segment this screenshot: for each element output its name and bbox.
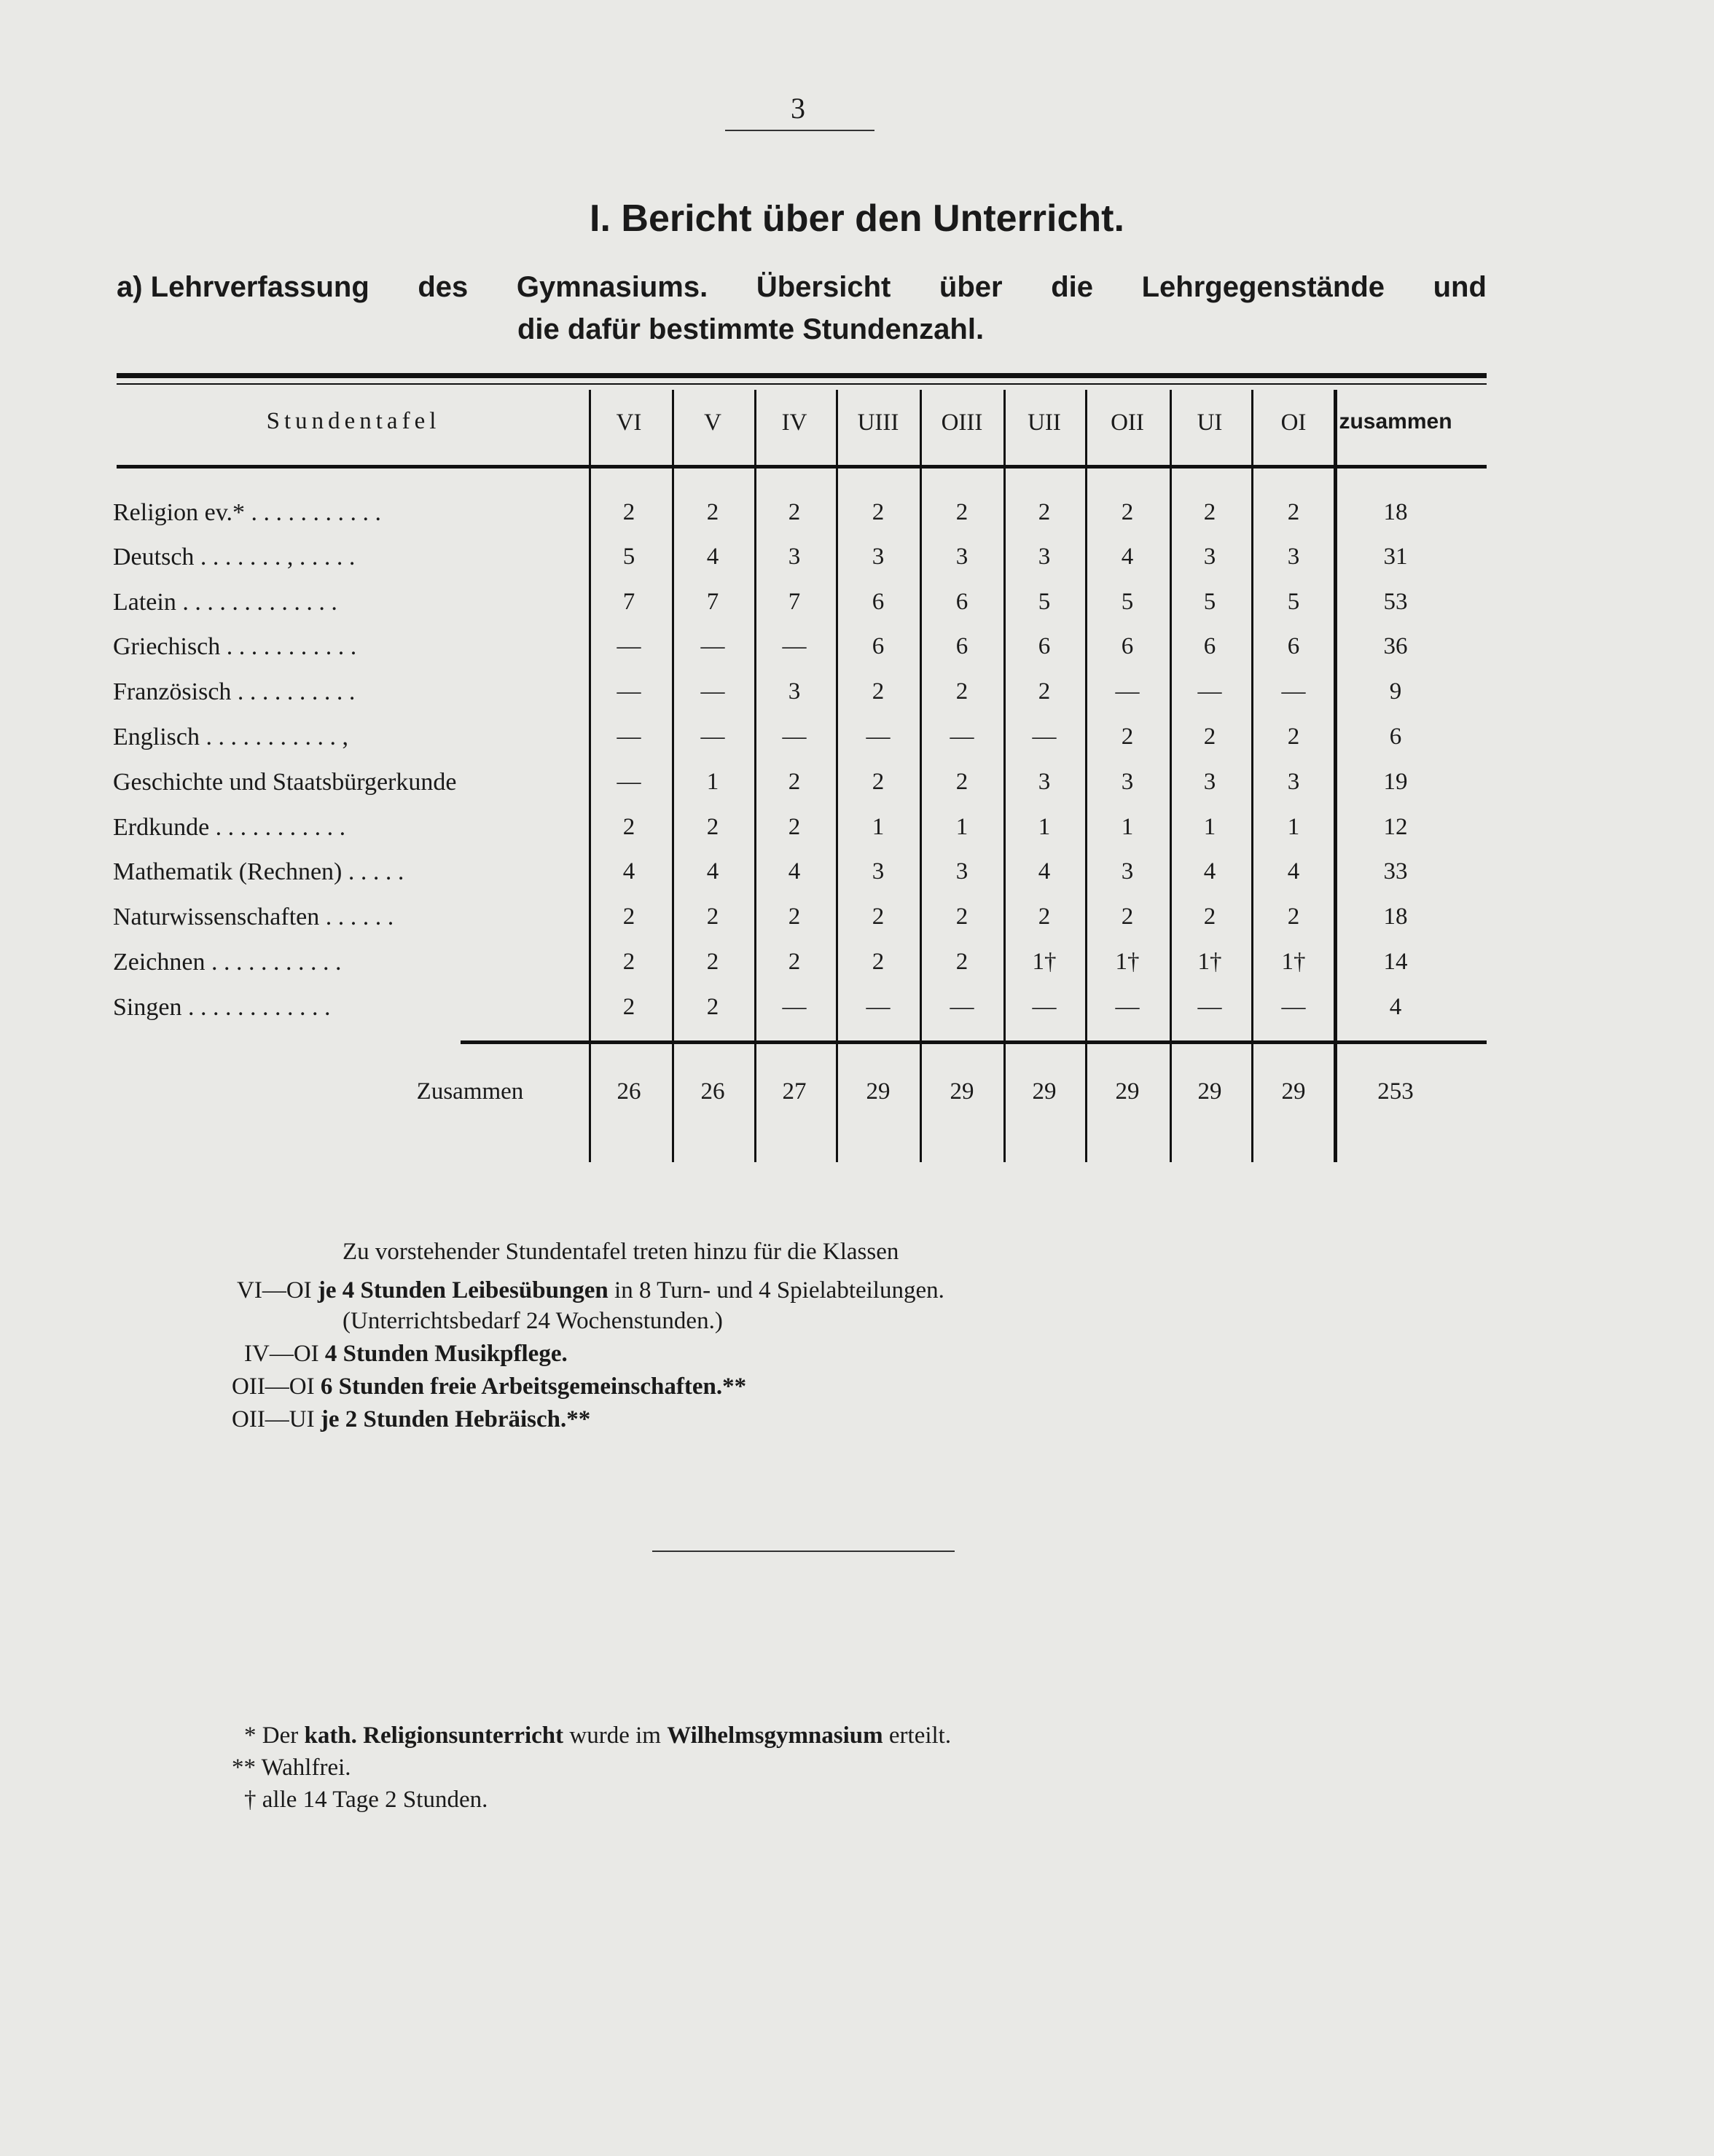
subtitle-word: Übersicht xyxy=(756,271,891,303)
footnote-3 xyxy=(244,1787,488,1814)
table-cell: 4 xyxy=(788,858,801,885)
table-cell: 2 xyxy=(955,678,968,705)
subject-label: Singen . . . . . . . . . . . . xyxy=(113,994,331,1021)
table-cell: 3 xyxy=(955,858,968,885)
table-cell: 2 xyxy=(872,949,885,975)
table-cell: 18 xyxy=(1383,903,1408,930)
total-cell: 29 xyxy=(1032,1078,1057,1105)
subject-label: Geschichte und Staatsbürgerkunde xyxy=(113,769,457,796)
subject-label: Religion ev.* . . . . . . . . . . . xyxy=(113,499,381,526)
table-cell: 5 xyxy=(622,544,635,570)
table-cell: 1† xyxy=(1281,949,1306,975)
subtitle-word: die xyxy=(1051,271,1093,303)
table-cell: 3 xyxy=(1203,769,1216,795)
table-cell: 2 xyxy=(622,994,635,1020)
table-cell: 3 xyxy=(1287,544,1300,570)
table-cell: 5 xyxy=(1203,589,1216,615)
table-cell: 33 xyxy=(1383,858,1408,885)
table-cell: 1 xyxy=(706,769,719,795)
note-line-2 xyxy=(343,1308,723,1335)
total-cell: 26 xyxy=(700,1078,725,1105)
note-rest-text: (Unterrichtsbedarf 24 Wochenstunden.) xyxy=(343,1308,723,1334)
subtitle-word: a) Lehrverfassung xyxy=(117,271,369,303)
table-cell: 7 xyxy=(788,589,801,615)
table-cell: 2 xyxy=(622,814,635,840)
column-header: UIII xyxy=(857,409,899,436)
table-cell: 2 xyxy=(1038,903,1051,930)
table-cell: 3 xyxy=(1038,769,1051,795)
table-cell: 4 xyxy=(706,544,719,570)
table-cell: 1 xyxy=(872,814,885,840)
column-header: OI xyxy=(1280,409,1307,436)
table-cell: 4 xyxy=(706,858,719,885)
column-header: V xyxy=(704,409,721,436)
subject-label: Englisch . . . . . . . . . . . , xyxy=(113,724,348,750)
footnote-text: alle 14 Tage 2 Stunden. xyxy=(262,1787,488,1813)
table-cell: 3 xyxy=(872,544,885,570)
table-cell: — xyxy=(866,994,891,1020)
note-line-3 xyxy=(244,1341,568,1368)
page-number: 3 xyxy=(791,92,805,125)
note-rest-text: in 8 Turn- und 4 Spielabteilungen. xyxy=(614,1277,944,1304)
table-cell: 1† xyxy=(1032,949,1057,975)
table-column-divider xyxy=(1334,390,1337,1162)
table-cell: 7 xyxy=(706,589,719,615)
table-cell: — xyxy=(700,633,725,659)
note-classes: IV—OI xyxy=(244,1341,319,1367)
table-cell: 1 xyxy=(1121,814,1134,840)
table-cell: 3 xyxy=(1038,544,1051,570)
subtitle-word: Gymnasiums. xyxy=(516,271,708,303)
table-cell: 1 xyxy=(1203,814,1216,840)
note-line-1 xyxy=(237,1277,944,1304)
table-cell: — xyxy=(1115,678,1140,705)
subtitle-word: Lehrgegenstände xyxy=(1141,271,1385,303)
table-cell: 2 xyxy=(955,949,968,975)
table-cell: — xyxy=(950,724,974,750)
table-cell: 9 xyxy=(1389,678,1402,705)
note-line-5 xyxy=(232,1406,590,1433)
column-header: UI xyxy=(1197,409,1223,436)
column-header: UII xyxy=(1028,409,1061,436)
note-bold-text: 6 Stunden freie Arbeitsgemeinschaften.** xyxy=(320,1373,747,1400)
total-cell: 26 xyxy=(617,1078,641,1105)
table-cell: 2 xyxy=(955,903,968,930)
table-cell: 4 xyxy=(1121,544,1134,570)
table-cell: 18 xyxy=(1383,499,1408,525)
table-cell: — xyxy=(782,994,807,1020)
note-bold-text: 4 Stunden Musikpflege. xyxy=(324,1341,568,1367)
subtitle-line-1 xyxy=(117,271,1487,304)
table-cell: 1† xyxy=(1115,949,1140,975)
table-cell: — xyxy=(950,994,974,1020)
table-cell: — xyxy=(617,678,641,705)
subject-label: Mathematik (Rechnen) . . . . . xyxy=(113,858,404,885)
table-cell: 2 xyxy=(1203,724,1216,750)
note-line-4 xyxy=(232,1373,746,1400)
table-cell: 31 xyxy=(1383,544,1408,570)
table-cell: 2 xyxy=(872,769,885,795)
table-cell: — xyxy=(700,724,725,750)
note-bold-text: je 2 Stunden Hebräisch.** xyxy=(320,1406,591,1432)
table-cell: 53 xyxy=(1383,589,1408,615)
total-cell: 253 xyxy=(1377,1078,1414,1105)
total-cell: 29 xyxy=(950,1078,974,1105)
table-top-rule-thick xyxy=(117,373,1487,378)
table-cell: 14 xyxy=(1383,949,1408,975)
page-number-rule xyxy=(725,130,874,131)
table-cell: 2 xyxy=(1287,724,1300,750)
table-cell: — xyxy=(1197,994,1222,1020)
table-cell: 3 xyxy=(955,544,968,570)
table-cell: 1† xyxy=(1197,949,1222,975)
column-header: VI xyxy=(616,409,642,436)
table-cell: — xyxy=(1281,994,1306,1020)
subtitle-line-2: die dafür bestimmte Stundenzahl. xyxy=(517,313,985,345)
table-cell: 3 xyxy=(1121,858,1134,885)
column-header: zusammen xyxy=(1339,409,1452,434)
table-cell: 2 xyxy=(788,814,801,840)
table-cell: 6 xyxy=(872,633,885,659)
table-cell: 3 xyxy=(788,544,801,570)
total-cell: 29 xyxy=(866,1078,891,1105)
note-classes: OII—OI xyxy=(232,1373,315,1400)
table-cell: 1 xyxy=(1287,814,1300,840)
table-cell: 3 xyxy=(1287,769,1300,795)
table-cell: 4 xyxy=(622,858,635,885)
table-cell: 6 xyxy=(872,589,885,615)
note-classes: VI—OI xyxy=(237,1277,312,1304)
subject-label: Naturwissenschaften . . . . . . xyxy=(113,903,394,930)
table-cell: 2 xyxy=(1121,724,1134,750)
table-label: Stundentafel xyxy=(266,408,441,434)
table-cell: — xyxy=(1115,994,1140,1020)
total-cell: 29 xyxy=(1281,1078,1306,1105)
subject-label: Französisch . . . . . . . . . . xyxy=(113,678,356,705)
table-cell: 2 xyxy=(706,949,719,975)
total-cell: 27 xyxy=(782,1078,807,1105)
table-cell: 2 xyxy=(706,994,719,1020)
table-cell: 7 xyxy=(622,589,635,615)
table-cell: 3 xyxy=(788,678,801,705)
table-cell: 3 xyxy=(1121,769,1134,795)
table-cell: 2 xyxy=(872,678,885,705)
table-cell: 36 xyxy=(1383,633,1408,659)
table-header-rule xyxy=(117,465,1487,469)
subject-label: Zeichnen . . . . . . . . . . . xyxy=(113,949,342,976)
table-cell: — xyxy=(782,633,807,659)
table-cell: 19 xyxy=(1383,769,1408,795)
table-cell: 1 xyxy=(1038,814,1051,840)
table-cell: 3 xyxy=(872,858,885,885)
subject-label: Griechisch . . . . . . . . . . . xyxy=(113,633,357,660)
footnote-1 xyxy=(244,1722,951,1749)
subject-label: Erdkunde . . . . . . . . . . . xyxy=(113,814,346,841)
table-cell: 2 xyxy=(706,814,719,840)
total-cell: 29 xyxy=(1115,1078,1140,1105)
table-cell: — xyxy=(1032,994,1057,1020)
footnote-mark: ** xyxy=(232,1755,256,1781)
table-cell: 6 xyxy=(1389,724,1402,750)
table-cell: 2 xyxy=(622,949,635,975)
table-cell: — xyxy=(617,724,641,750)
total-cell: 29 xyxy=(1197,1078,1222,1105)
table-cell: 5 xyxy=(1287,589,1300,615)
section-divider xyxy=(652,1551,955,1552)
table-cell: 2 xyxy=(1038,678,1051,705)
table-cell: 2 xyxy=(622,903,635,930)
footnote-mark: † xyxy=(244,1787,257,1813)
table-cell: 2 xyxy=(872,903,885,930)
table-cell: 5 xyxy=(1121,589,1134,615)
table-cell: — xyxy=(617,769,641,795)
footnote-bold: kath. Religionsunterricht xyxy=(304,1722,564,1749)
table-cell: 2 xyxy=(706,499,719,525)
table-cell: 2 xyxy=(788,903,801,930)
table-cell: 2 xyxy=(788,499,801,525)
table-cell: 3 xyxy=(1203,544,1216,570)
table-cell: 2 xyxy=(1287,499,1300,525)
table-cell: 2 xyxy=(1038,499,1051,525)
table-cell: 6 xyxy=(1121,633,1134,659)
column-header: OIII xyxy=(941,409,983,436)
table-cell: 2 xyxy=(955,769,968,795)
subtitle-word: und xyxy=(1433,271,1487,303)
table-cell: 4 xyxy=(1287,858,1300,885)
table-cell: 6 xyxy=(955,633,968,659)
table-cell: 2 xyxy=(622,499,635,525)
column-header: IV xyxy=(781,409,807,436)
note-bold-text: je 4 Stunden Leibesübungen xyxy=(317,1277,608,1304)
table-cell: 2 xyxy=(1121,903,1134,930)
table-cell: 2 xyxy=(1203,499,1216,525)
footnote-2 xyxy=(232,1755,351,1781)
table-cell: 2 xyxy=(1287,903,1300,930)
total-row-label: Zusammen xyxy=(416,1078,524,1105)
note-classes: OII—UI xyxy=(232,1406,315,1432)
section-title: I. Bericht über den Unterricht. xyxy=(590,197,1124,240)
table-cell: — xyxy=(617,633,641,659)
footnote-text: Wahlfrei. xyxy=(261,1755,351,1781)
table-cell: 4 xyxy=(1389,994,1402,1020)
table-cell: — xyxy=(700,678,725,705)
table-cell: 5 xyxy=(1038,589,1051,615)
footnote-mark: * xyxy=(244,1722,257,1749)
subject-label: Latein . . . . . . . . . . . . . xyxy=(113,589,337,616)
subject-label: Deutsch . . . . . . . , . . . . . xyxy=(113,544,356,571)
table-cell: 6 xyxy=(1038,633,1051,659)
table-cell: — xyxy=(782,724,807,750)
column-header: OII xyxy=(1111,409,1144,436)
table-cell: 4 xyxy=(1203,858,1216,885)
table-cell: 2 xyxy=(1121,499,1134,525)
table-cell: — xyxy=(866,724,891,750)
table-cell: 1 xyxy=(955,814,968,840)
table-cell: 4 xyxy=(1038,858,1051,885)
table-body-bottom-rule xyxy=(461,1040,1487,1044)
footnote-bold: Wilhelmsgymnasium xyxy=(667,1722,883,1749)
subtitle-word: des xyxy=(418,271,469,303)
table-cell: 6 xyxy=(955,589,968,615)
table-top-rule-thin xyxy=(117,383,1487,385)
table-cell: — xyxy=(1032,724,1057,750)
table-cell: 2 xyxy=(788,769,801,795)
table-cell: 6 xyxy=(1203,633,1216,659)
table-cell: — xyxy=(1197,678,1222,705)
table-cell: 12 xyxy=(1383,814,1408,840)
table-cell: 2 xyxy=(788,949,801,975)
notes-intro: Zu vorstehender Stundentafel treten hinzu für die Klassen xyxy=(343,1239,899,1265)
footnote-text: wurde im xyxy=(569,1722,661,1749)
subtitle-word: über xyxy=(939,271,1003,303)
table-cell: 6 xyxy=(1287,633,1300,659)
table-cell: 2 xyxy=(1203,903,1216,930)
table-cell: — xyxy=(1281,678,1306,705)
table-cell: 2 xyxy=(955,499,968,525)
table-cell: 2 xyxy=(872,499,885,525)
table-cell: 2 xyxy=(706,903,719,930)
footnote-text: erteilt. xyxy=(888,1722,952,1749)
footnote-text: Der xyxy=(262,1722,299,1749)
